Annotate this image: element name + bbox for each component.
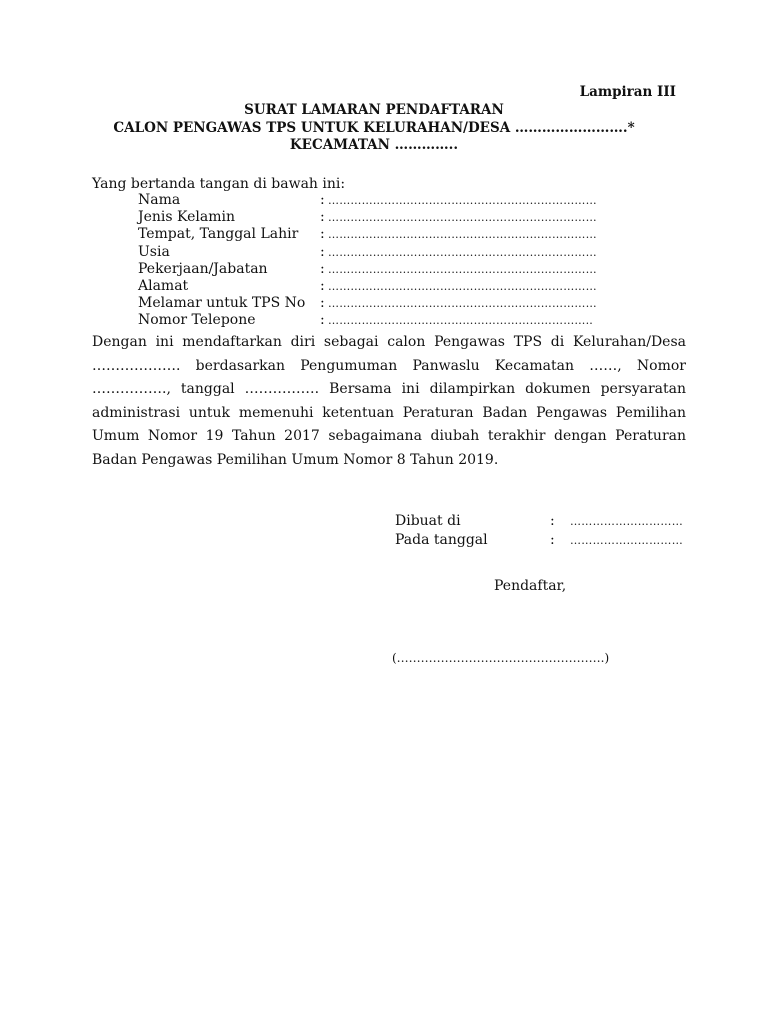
field-label: Tempat, Tanggal Lahir <box>138 226 299 243</box>
signing-place-blank: ………………………… <box>570 515 683 528</box>
header-title: SURAT LAMARAN PENDAFTARAN <box>244 102 504 118</box>
signing-place-row <box>395 512 715 531</box>
applicant-fields <box>138 192 678 330</box>
field-colon: : <box>320 277 325 294</box>
signing-place-label: Dibuat di <box>395 513 461 529</box>
header-subtitle: CALON PENGAWAS TPS UNTUK KELURAHAN/DESA …………………….* <box>113 119 635 136</box>
signing-date-blank: ………………………… <box>570 534 683 547</box>
signing-date-row <box>395 531 715 550</box>
signature-line: (…………………………………………….) <box>392 651 610 665</box>
appendix-label: Lampiran III <box>579 84 676 100</box>
field-blank: ……………………………………………………………… <box>328 228 597 242</box>
field-label: Jenis Kelamin <box>138 209 235 226</box>
signing-colon: : <box>550 513 555 529</box>
field-row-usia <box>138 244 678 261</box>
field-blank: ……………………………………………………………… <box>328 262 597 276</box>
field-colon: : <box>320 226 325 243</box>
field-blank: ……………………………………………………………… <box>328 194 597 207</box>
field-row-telepon <box>138 312 678 329</box>
field-colon: : <box>320 260 325 277</box>
field-row-jenis-kelamin <box>138 209 678 226</box>
header-district: KECAMATAN ………….. <box>289 137 459 153</box>
applicant-label: Pendaftar, <box>494 578 567 594</box>
field-colon: : <box>320 192 325 208</box>
field-blank: ……………………………………………………………… <box>328 279 597 293</box>
field-label: Usia <box>138 243 170 260</box>
field-blank: …………………………………………………………….. <box>328 314 593 328</box>
signing-details <box>395 512 715 550</box>
field-blank: ……………………………………………………………… <box>328 211 597 225</box>
field-label: Nomor Telepone <box>138 312 256 329</box>
intro-text: Yang bertanda tangan di bawah ini: <box>92 176 346 192</box>
field-row-alamat <box>138 278 678 295</box>
field-colon: : <box>320 312 325 329</box>
field-row-pekerjaan <box>138 261 678 278</box>
field-row-tempat-tanggal-lahir <box>138 226 678 243</box>
field-row-tps <box>138 295 678 312</box>
field-label: Nama <box>138 192 181 208</box>
field-colon: : <box>320 295 325 312</box>
field-label: Pekerjaan/Jabatan <box>138 260 268 277</box>
field-row-nama <box>138 192 678 209</box>
field-blank: ……………………………………………………………… <box>328 297 597 311</box>
field-blank: ……………………………………………………………… <box>328 245 597 259</box>
signing-colon: : <box>550 532 555 548</box>
field-label: Melamar untuk TPS No <box>138 295 306 312</box>
signing-date-label: Pada tanggal <box>395 532 488 548</box>
field-colon: : <box>320 209 325 226</box>
field-colon: : <box>320 243 325 260</box>
letter-header <box>60 102 688 155</box>
letter-body: Dengan ini mendaftarkan diri sebagai calon Pengawas TPS di Kelurahan/Desa ………………. berdasarkan Pengumuman Panwaslu Kecamatan ……, Nomor ……………., tanggal ……………. Bersama ini dilampirkan dokumen persyaratan administrasi untuk memenuhi ketentuan Peraturan Badan Pengawas Pemilihan Umum Nomor 19 Tahun 2017 sebagaimana diubah terakhir dengan Peraturan Badan Pengawas Pemilihan Umum Nomor 8 Tahun 2019. <box>92 334 686 468</box>
field-label: Alamat <box>138 277 189 294</box>
